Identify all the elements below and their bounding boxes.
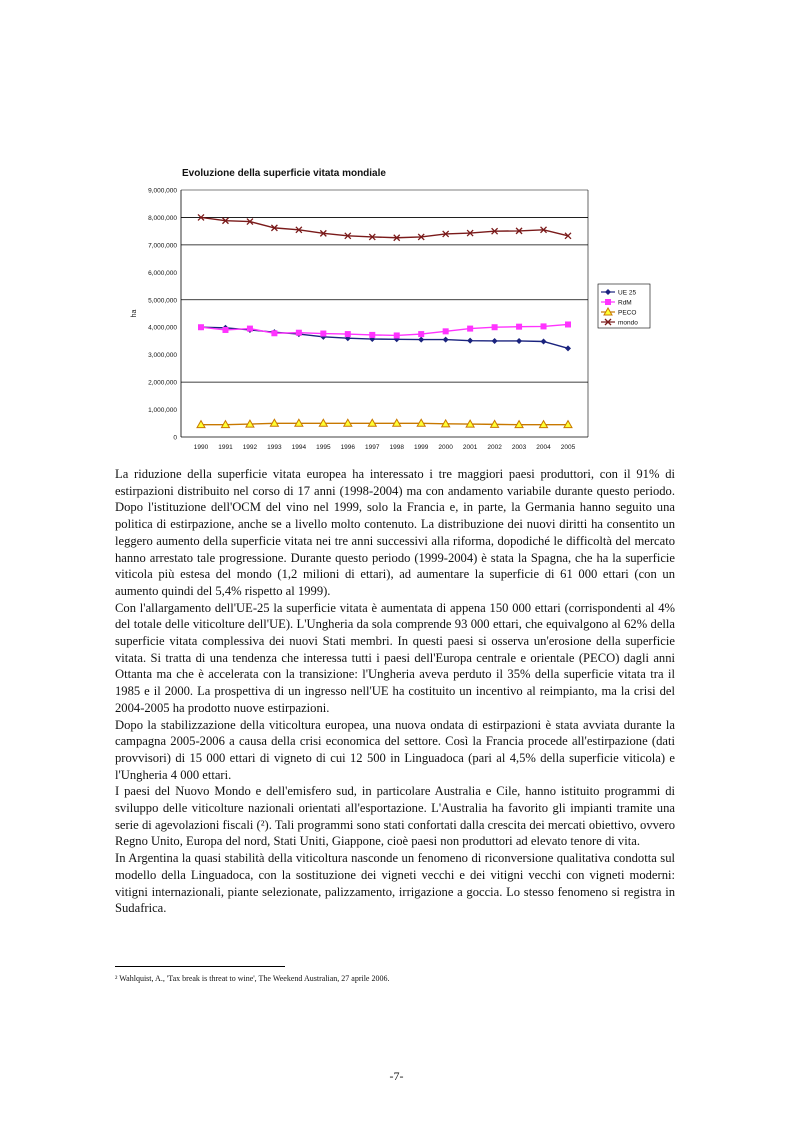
data-point [565, 321, 571, 327]
x-tick-label: 2005 [560, 444, 576, 451]
x-tick-label: 1991 [218, 444, 233, 451]
x-tick-label: 1996 [340, 444, 356, 451]
paragraph: La riduzione della superficie vitata europea ha interessato i tre maggiori paesi produttori, con il 91% di estirpazioni distribuito nel corso di 17 anni (1998-2004) ma con andamento variabile durante questo periodo. Dopo l'istituzione dell'OCM del vino nel 1999, solo la Francia e, in parte, la Germania hanno seguito una politica di estirpazione, anche se a livello molto contenuto. La distribuzione dei nuovi diritti ha consentito un leggero aumento della superficie vitata nei tre anni successivi alla riforma, dopodiché le difficoltà del mercato hanno arrestato tale progressione. Durante questo periodo (1999-2004) è stata la Spagna, che ha la superficie viticola più estesa del mondo (1,2 milioni di ettari), ad aumentare la superficie di 61 000 ettari (con un aumento quindi del 5,4% rispetto al 1999). [115, 467, 675, 598]
footnote-rule [115, 966, 285, 967]
y-tick-label: 4,000,000 [148, 324, 177, 332]
x-tick-label: 1993 [267, 444, 282, 451]
data-point [345, 331, 351, 337]
data-point [516, 324, 522, 330]
page-number: -7- [389, 1069, 404, 1083]
paragraph: Dopo la stabilizzazione della viticoltura europea, una nuova ondata di estirpazioni è stata avviata durante la campagna 2005-2006 a causa della crisi economica del settore. Così la Francia procede all'estirpazione (dati provvisori) di 15 000 ettari di vigneto di cui 12 500 in Linguadoca (pari al 4,5% della superficie viticola) e l'Ungheria 4 000 ettari. [115, 717, 675, 782]
x-tick-label: 1998 [389, 444, 404, 451]
paragraph: In Argentina la quasi stabilità della viticoltura nasconde un fenomeno di riconversione qualitativa condotta sul modello della Linguadoca, con la sostituzione dei vigneti vecchi e dei vitigni vecchi con vigneti moderni: vitigni internazionali, piante selezionate, palizzamento, irrigazione a goccia. Lo stesso fenomeno si registra in Sudafrica. [115, 851, 675, 916]
data-point [565, 345, 571, 351]
chart-title: Evoluzione della superficie vitata mondiale [182, 168, 386, 179]
data-point [516, 338, 522, 344]
x-tick-label: 2001 [462, 444, 478, 451]
x-tick-label: 1990 [193, 444, 209, 451]
series-line [201, 423, 568, 424]
x-tick-label: 1995 [316, 444, 331, 451]
data-point [467, 326, 473, 332]
data-point [467, 338, 473, 344]
x-tick-label: 1999 [413, 444, 429, 451]
paragraph: Con l'allargamento dell'UE-25 la superficie vitata è aumentata di appena 150 000 ettari (corrispondenti al 4% del totale delle viticolture dell'UE). L'Ungheria da sola comprende 93 000 ettari, che equivalgono al 62% della superficie vitata complessiva dei nuovi Stati membri. In questi paesi si osserva un'erosione della superficie vitata. Si tratta di una tendenza che interessa tutti i paesi dell'Europa centrale e orientale (PECO) dagli anni Ottanta ma che è accelerata con la transizione: l'Ungheria aveva perduto il 35% della superficie vitata tra il 1985 e il 2000. La prospettiva di un ingresso nell'UE ha costituito un incentivo al reimpianto, ma la crisi del 2004-2005 ha prodotto nuove estirpazioni. [115, 600, 675, 715]
y-tick-label: 6,000,000 [148, 269, 177, 277]
footnote: ² Wahlquist, A., 'Tax break is threat to wine', The Weekend Australian, 27 aprile 2006. [115, 974, 390, 983]
series-line [201, 217, 568, 237]
data-point [492, 338, 498, 344]
legend-label: PECO [618, 309, 637, 317]
data-point [541, 323, 547, 329]
data-point [320, 331, 326, 337]
y-axis-label: ha [131, 309, 138, 318]
legend-label: UE 25 [618, 289, 637, 297]
data-point [198, 324, 204, 330]
data-point [369, 332, 375, 338]
data-point [247, 326, 253, 332]
data-point [605, 299, 611, 305]
chart-container [118, 164, 658, 464]
x-tick-label: 2004 [536, 444, 551, 451]
data-point [418, 337, 424, 343]
body-text [115, 466, 675, 917]
y-tick-label: 2,000,000 [148, 379, 177, 387]
x-tick-label: 1997 [365, 444, 380, 451]
line-chart [118, 164, 658, 464]
x-tick-label: 2000 [438, 444, 453, 451]
y-tick-label: 9,000,000 [148, 187, 177, 195]
y-tick-label: 1,000,000 [148, 407, 177, 415]
data-point [443, 337, 449, 343]
paragraph: I paesi del Nuovo Mondo e dell'emisfero sud, in particolare Australia e Cile, hanno istituito programmi di sviluppo delle viticolture nazionali orientati all'esportazione. L'Australia ha favorito gli impianti tramite una serie di agevolazioni fiscali (²). Tali programmi sono stati confortati dalla crescita dei mercati obiettivo, ovvero Regno Unito, Europa del nord, Stati Uniti, Giappone, cioè paesi non produttori ad elevato tenore di vita. [115, 784, 675, 849]
data-point [271, 330, 277, 336]
data-point [443, 328, 449, 334]
data-point [222, 327, 228, 333]
data-point [418, 331, 424, 337]
y-tick-label: 8,000,000 [148, 214, 177, 222]
y-tick-label: 3,000,000 [148, 352, 177, 360]
data-point [541, 338, 547, 344]
data-point [296, 330, 302, 336]
series-line [201, 324, 568, 335]
x-tick-label: 2003 [511, 444, 527, 451]
data-point [492, 324, 498, 330]
x-tick-label: 2002 [487, 444, 502, 451]
y-tick-label: 7,000,000 [148, 242, 177, 250]
x-tick-label: 1992 [242, 444, 258, 451]
y-tick-label: 0 [173, 434, 177, 442]
legend-label: RdM [618, 299, 632, 307]
data-point [394, 332, 400, 338]
y-tick-label: 5,000,000 [148, 297, 177, 305]
legend-label: mondo [618, 319, 638, 327]
x-tick-label: 1994 [291, 444, 307, 451]
